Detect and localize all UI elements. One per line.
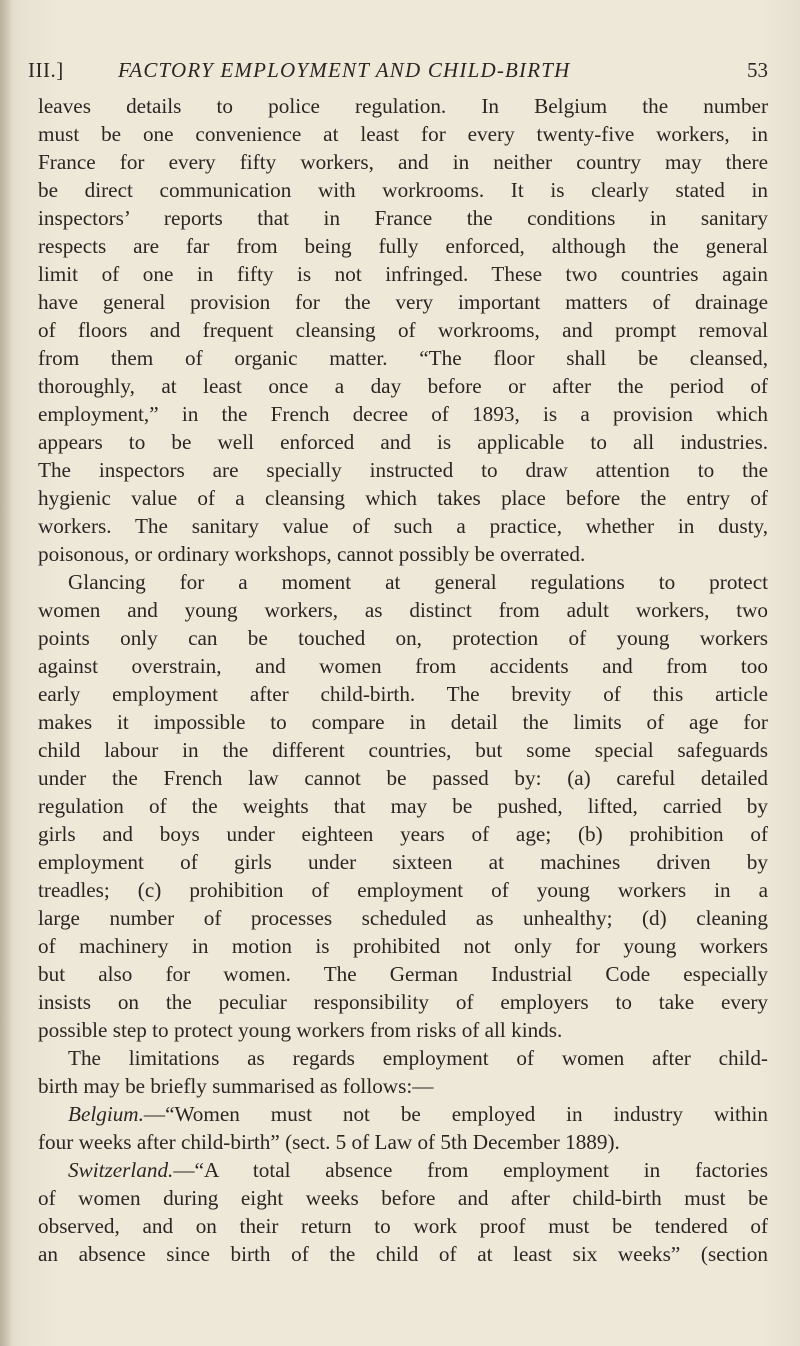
text-line: under the French law cannot be passed by: (a) careful detailed	[38, 766, 768, 790]
text-line: have general provision for the very important matters of drainage	[38, 290, 768, 314]
text-line: respects are far from being fully enforced, although the general	[38, 234, 768, 258]
text-line: of women during eight weeks before and after child-birth must be	[38, 1186, 768, 1210]
text-line: appears to be well enforced and is applicable to all industries.	[38, 430, 768, 454]
text-line: girls and boys under eighteen years of age; (b) prohibition of	[38, 822, 768, 846]
text-line: observed, and on their return to work proof must be tendered of	[38, 1214, 768, 1238]
text-line: makes it impossible to compare in detail the limits of age for	[38, 710, 768, 734]
text-line: large number of processes scheduled as unhealthy; (d) cleaning	[38, 906, 768, 930]
text-line: workers. The sanitary value of such a practice, whether in dusty,	[38, 514, 768, 538]
text-line: poisonous, or ordinary workshops, cannot possibly be overrated.	[38, 542, 586, 566]
binding-shadow	[0, 0, 12, 1346]
text-line: The inspectors are specially instructed to draw attention to the	[38, 458, 768, 482]
text-line: of floors and frequent cleansing of workrooms, and prompt removal	[38, 318, 768, 342]
text-line: birth may be briefly summarised as follows:—	[38, 1074, 434, 1098]
text-line: Belgium.—“Women must not be employed in industry within	[68, 1102, 768, 1126]
text-line: hygienic value of a cleansing which takes place before the entry of	[38, 486, 768, 510]
text-line: employment,” in the French decree of 1893, is a provision which	[38, 402, 768, 426]
body-text	[38, 92, 768, 1268]
text-line: employment of girls under sixteen at machines driven by	[38, 850, 768, 874]
text-line: limit of one in fifty is not infringed. These two countries again	[38, 262, 768, 286]
page-number: 53	[747, 58, 768, 82]
text-line: treadles; (c) prohibition of employment of young workers in a	[38, 878, 768, 902]
text-line: leaves details to police regulation. In Belgium the number	[38, 94, 768, 118]
text-line: Glancing for a moment at general regulations to protect	[68, 570, 768, 594]
text-line: thoroughly, at least once a day before or after the period of	[38, 374, 768, 398]
text-line: must be one convenience at least for every twenty-five workers, in	[38, 122, 768, 146]
text-line: possible step to protect young workers from risks of all kinds.	[38, 1018, 563, 1042]
running-title: FACTORY EMPLOYMENT AND CHILD-BIRTH	[118, 58, 571, 82]
text-line: be direct communication with workrooms. It is clearly stated in	[38, 178, 768, 202]
text-line: four weeks after child-birth” (sect. 5 of Law of 5th December 1889).	[38, 1130, 620, 1154]
running-header	[28, 58, 768, 88]
text-line: but also for women. The German Industrial Code especially	[38, 962, 768, 986]
text-line: France for every fifty workers, and in neither country may there	[38, 150, 768, 174]
text-line: from them of organic matter. “The floor shall be cleansed,	[38, 346, 768, 370]
text-line: women and young workers, as distinct from adult workers, two	[38, 598, 768, 622]
text-line: The limitations as regards employment of women after child-	[68, 1046, 768, 1070]
text-line: points only can be touched on, protection of young workers	[38, 626, 768, 650]
text-line: of machinery in motion is prohibited not only for young workers	[38, 934, 768, 958]
text-line: insists on the peculiar responsibility of employers to take every	[38, 990, 768, 1014]
text-line: early employment after child-birth. The brevity of this article	[38, 682, 768, 706]
text-line: child labour in the different countries, but some special safeguards	[38, 738, 768, 762]
text-line: an absence since birth of the child of at least six weeks” (section	[38, 1242, 768, 1266]
text-line: regulation of the weights that may be pushed, lifted, carried by	[38, 794, 768, 818]
text-line: against overstrain, and women from accidents and from too	[38, 654, 768, 678]
text-line: Switzerland.—“A total absence from employment in factories	[68, 1158, 768, 1182]
text-line: inspectors’ reports that in France the conditions in sanitary	[38, 206, 768, 230]
chapter-number: III.]	[28, 58, 64, 82]
